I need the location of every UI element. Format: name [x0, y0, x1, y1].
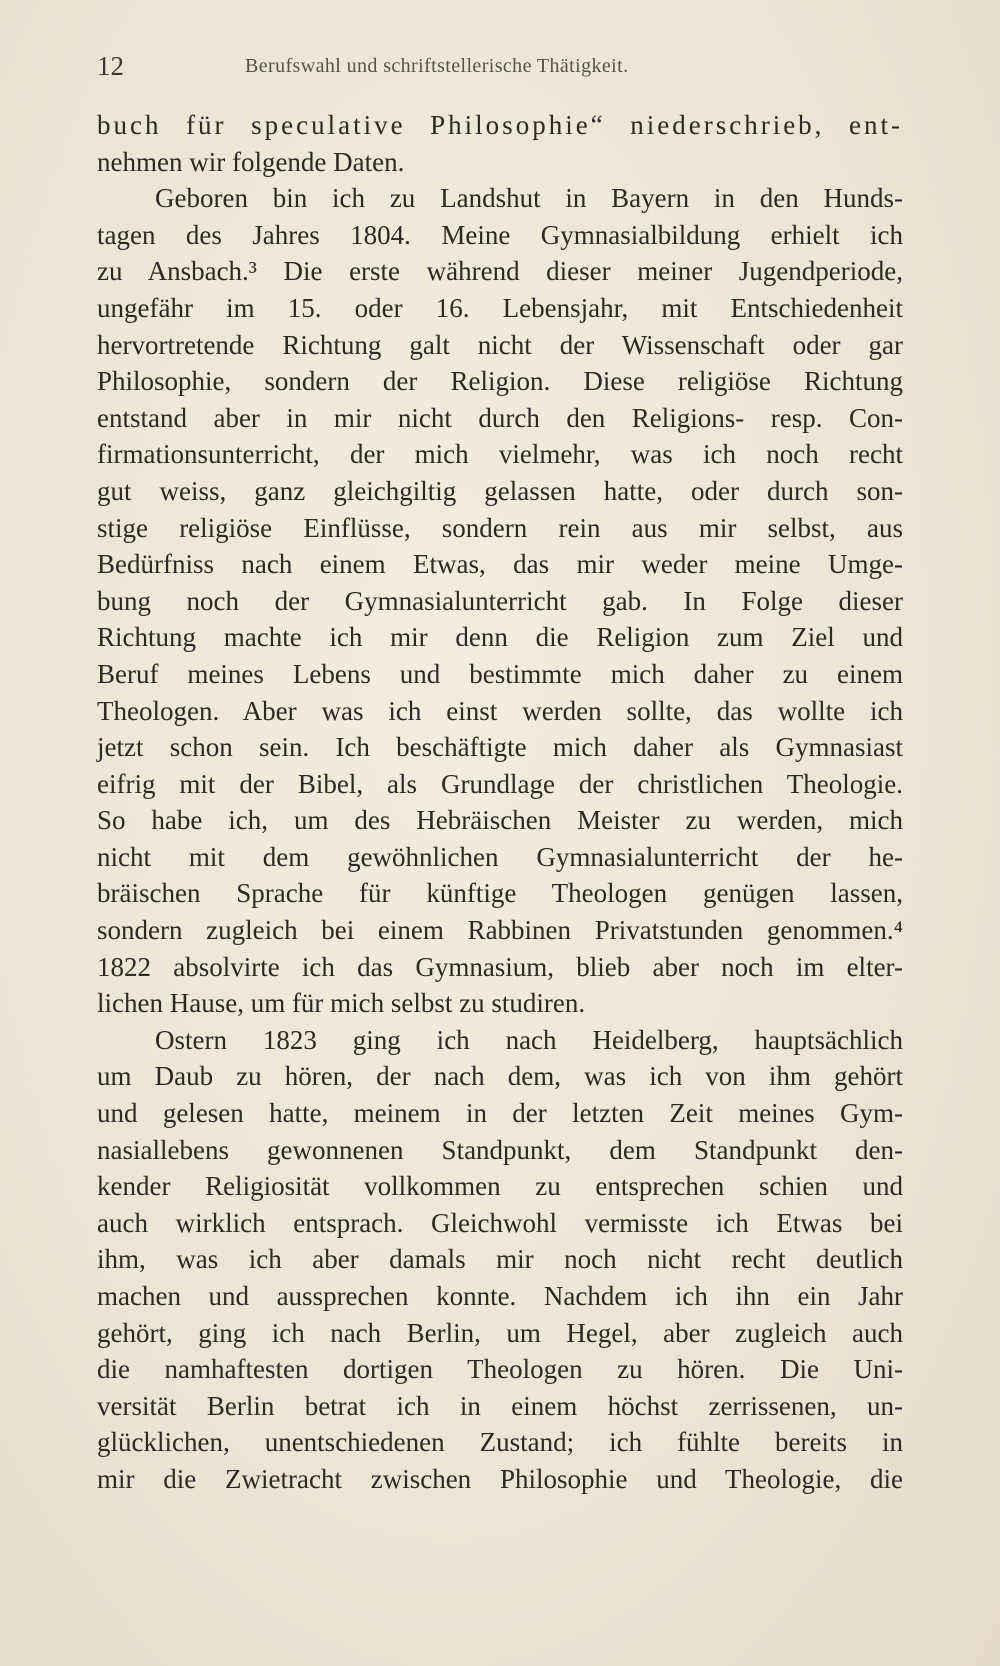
- page-header: [97, 46, 877, 86]
- text-line: nehmen wir folgende Daten.: [97, 146, 405, 177]
- text-line: nasiallebens gewonnenen Standpunkt, dem Standpunkt den-: [97, 1134, 903, 1165]
- text-line: firmationsunterricht, der mich vielmehr, was ich noch recht: [97, 439, 903, 470]
- text-line: auch wirklich entsprach. Gleichwohl vermisste ich Etwas bei: [97, 1207, 903, 1238]
- text-line: Theologen. Aber was ich einst werden sollte, das wollte ich: [97, 695, 903, 726]
- text-line: sondern zugleich bei einem Rabbinen Privatstunden genommen.⁴: [97, 915, 903, 946]
- text-line: bräischen Sprache für künftige Theologen genügen lassen,: [97, 878, 903, 909]
- text-line: buch für speculative Philosophie“ niederschrieb, ent-: [97, 110, 903, 140]
- running-title: Berufswahl und schriftstellerische Thätigkeit.: [245, 55, 629, 77]
- text-line: Richtung machte ich mir denn die Religion zum Ziel und: [97, 622, 903, 653]
- text-line: mir die Zwietracht zwischen Philosophie und Theologie, die: [97, 1463, 903, 1494]
- text-line: und gelesen hatte, meinem in der letzten Zeit meines Gym-: [97, 1098, 903, 1129]
- text-line: gehört, ging ich nach Berlin, um Hegel, aber zugleich auch: [97, 1317, 903, 1348]
- body-text: [97, 107, 903, 1498]
- text-line: die namhaftesten dortigen Theologen zu hören. Die Uni-: [97, 1354, 903, 1385]
- text-line: tagen des Jahres 1804. Meine Gymnasialbildung erhielt ich: [97, 219, 903, 250]
- text-line: um Daub zu hören, der nach dem, was ich von ihm gehört: [97, 1061, 903, 1092]
- text-line: versität Berlin betrat ich in einem höchst zerrissenen, un-: [97, 1390, 903, 1421]
- text-line: machen und aussprechen konnte. Nachdem ich ihn ein Jahr: [97, 1281, 903, 1311]
- text-line: So habe ich, um des Hebräischen Meister zu werden, mich: [97, 805, 903, 836]
- text-line: bung noch der Gymnasialunterricht gab. In Folge dieser: [97, 585, 903, 616]
- text-line: Ostern 1823 ging ich nach Heidelberg, hauptsächlich: [155, 1024, 903, 1055]
- text-line: Geboren bin ich zu Landshut in Bayern in den Hunds-: [155, 183, 903, 214]
- text-line: Philosophie, sondern der Religion. Diese religiöse Richtung: [97, 366, 903, 397]
- text-line: eifrig mit der Bibel, als Grundlage der christlichen Theologie.: [97, 768, 903, 799]
- text-line: kender Religiosität vollkommen zu entsprechen schien und: [97, 1171, 903, 1202]
- text-line: lichen Hause, um für mich selbst zu studiren.: [97, 988, 586, 1019]
- text-line: 1822 absolvirte ich das Gymnasium, blieb aber noch im elter-: [97, 951, 903, 982]
- page-number: 12: [97, 51, 124, 81]
- text-line: gut weiss, ganz gleichgiltig gelassen hatte, oder durch son-: [97, 475, 903, 506]
- text-line: entstand aber in mir nicht durch den Religions- resp. Con-: [97, 402, 903, 433]
- text-line: hervortretende Richtung galt nicht der Wissenschaft oder gar: [97, 329, 903, 360]
- text-line: Bedürfniss nach einem Etwas, das mir weder meine Umge-: [97, 549, 903, 580]
- text-line: glücklichen, unentschiedenen Zustand; ich fühlte bereits in: [97, 1427, 903, 1458]
- text-line: Beruf meines Lebens und bestimmte mich daher zu einem: [97, 658, 903, 689]
- text-line: zu Ansbach.³ Die erste während dieser meiner Jugendperiode,: [97, 256, 903, 287]
- text-line: nicht mit dem gewöhnlichen Gymnasialunterricht der he-: [97, 841, 903, 872]
- text-line: stige religiöse Einflüsse, sondern rein aus mir selbst, aus: [97, 512, 903, 543]
- text-line: ungefähr im 15. oder 16. Lebensjahr, mit Entschiedenheit: [97, 292, 903, 323]
- text-line: ihm, was ich aber damals mir noch nicht recht deutlich: [97, 1244, 903, 1275]
- text-line: jetzt schon sein. Ich beschäftigte mich daher als Gymnasiast: [97, 732, 903, 763]
